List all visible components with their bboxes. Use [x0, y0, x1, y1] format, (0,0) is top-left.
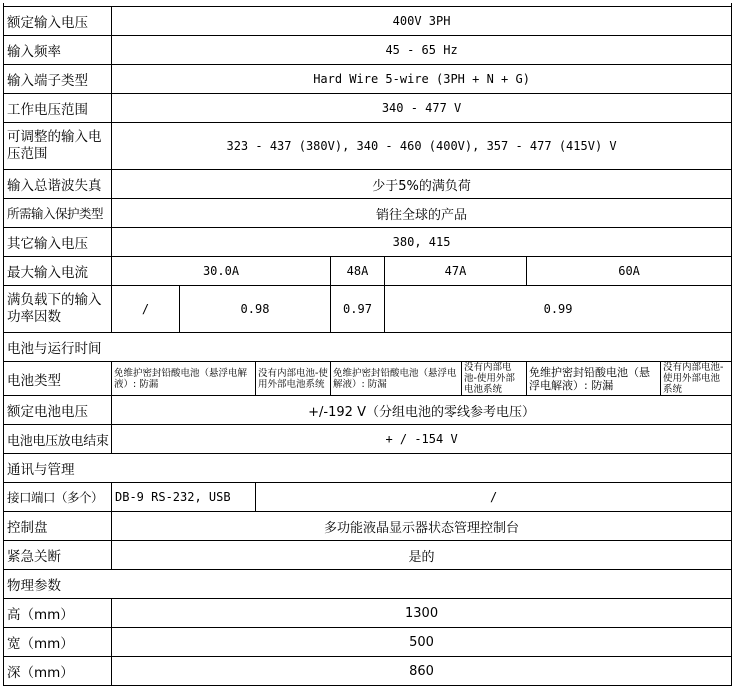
- row-other-input-voltage: [4, 228, 732, 257]
- adjustable-input-voltage-range-value: 323 - 437 (380V), 340 - 460 (400V), 357 - 477 (415V) V: [112, 123, 732, 170]
- battery-type-value-3: 免维护密封铅酸电池（悬浮电解液）: 防漏: [331, 362, 462, 396]
- required-input-protection-value: 销往全球的产品: [112, 199, 732, 228]
- physical-section-title: 物理参数: [4, 570, 732, 599]
- battery-type-value-4: 没有内部电池-使用外部电池系统: [462, 362, 527, 396]
- row-input-thd: [4, 170, 732, 199]
- row-control-panel: [4, 512, 732, 541]
- row-full-load-power-factor: [4, 286, 732, 333]
- battery-runtime-section-title: 电池与运行时间: [4, 333, 732, 362]
- input-terminal-type-value: Hard Wire 5-wire (3PH + N + G): [112, 65, 732, 94]
- full-load-power-factor-value-3: 0.97: [331, 286, 385, 333]
- width-label: 宽（mm）: [4, 628, 112, 657]
- row-depth: [4, 657, 732, 686]
- battery-discharge-end-voltage-value: + / -154 V: [112, 425, 732, 454]
- full-load-power-factor-value-4: 0.99: [385, 286, 732, 333]
- spec-table: [3, 3, 732, 686]
- rated-input-voltage-label: 额定输入电压: [4, 7, 112, 36]
- row-communication-section: [4, 454, 732, 483]
- other-input-voltage-label: 其它输入电压: [4, 228, 112, 257]
- adjustable-input-voltage-range-label: 可调整的输入电压范围: [4, 123, 112, 170]
- battery-type-value-1: 免维护密封铅酸电池（悬浮电解液）: 防漏: [112, 362, 256, 396]
- max-input-current-value-1: 30.0A: [112, 257, 331, 286]
- battery-discharge-end-voltage-label: 电池电压放电结束: [4, 425, 112, 454]
- row-required-input-protection: [4, 199, 732, 228]
- row-adjustable-input-voltage-range: [4, 123, 732, 170]
- row-operating-voltage-range: [4, 94, 732, 123]
- row-rated-input-voltage: [4, 7, 732, 36]
- full-load-power-factor-label: 满负载下的输入功率因数: [4, 286, 112, 333]
- rated-input-voltage-value: 400V 3PH: [112, 7, 732, 36]
- max-input-current-value-4: 60A: [527, 257, 732, 286]
- operating-voltage-range-value: 340 - 477 V: [112, 94, 732, 123]
- row-input-frequency: [4, 36, 732, 65]
- max-input-current-value-2: 48A: [331, 257, 385, 286]
- rated-battery-voltage-label: 额定电池电压: [4, 396, 112, 425]
- control-panel-value: 多功能液晶显示器状态管理控制台: [112, 512, 732, 541]
- row-physical-section: [4, 570, 732, 599]
- required-input-protection-label: 所需输入保护类型: [4, 199, 112, 228]
- interface-ports-label: 接口端口（多个）: [4, 483, 112, 512]
- width-value: 500: [112, 628, 732, 657]
- input-thd-value: 少于5%的满负荷: [112, 170, 732, 199]
- row-battery-runtime-section: [4, 333, 732, 362]
- control-panel-label: 控制盘: [4, 512, 112, 541]
- height-label: 高（mm）: [4, 599, 112, 628]
- row-battery-discharge-end-voltage: [4, 425, 732, 454]
- input-frequency-value: 45 - 65 Hz: [112, 36, 732, 65]
- row-height: [4, 599, 732, 628]
- operating-voltage-range-label: 工作电压范围: [4, 94, 112, 123]
- interface-ports-value-1: DB-9 RS-232, USB: [112, 483, 256, 512]
- input-thd-label: 输入总谐波失真: [4, 170, 112, 199]
- row-input-terminal-type: [4, 65, 732, 94]
- full-load-power-factor-value-2: 0.98: [180, 286, 331, 333]
- height-value: 1300: [112, 599, 732, 628]
- input-terminal-type-label: 输入端子类型: [4, 65, 112, 94]
- depth-label: 深（mm）: [4, 657, 112, 686]
- max-input-current-value-3: 47A: [385, 257, 527, 286]
- depth-value: 860: [112, 657, 732, 686]
- emergency-power-off-label: 紧急关断: [4, 541, 112, 570]
- interface-ports-value-2: /: [256, 483, 732, 512]
- row-interface-ports: [4, 483, 732, 512]
- full-load-power-factor-value-1: /: [112, 286, 180, 333]
- emergency-power-off-value: 是的: [112, 541, 732, 570]
- rated-battery-voltage-value: +/-192 V（分组电池的零线参考电压）: [112, 396, 732, 425]
- battery-type-label: 电池类型: [4, 362, 112, 396]
- row-emergency-power-off: [4, 541, 732, 570]
- input-frequency-label: 输入频率: [4, 36, 112, 65]
- row-rated-battery-voltage: [4, 396, 732, 425]
- other-input-voltage-value: 380, 415: [112, 228, 732, 257]
- battery-type-value-6: 没有内部电池-使用外部电池系统: [661, 362, 732, 396]
- communication-section-title: 通讯与管理: [4, 454, 732, 483]
- max-input-current-label: 最大输入电流: [4, 257, 112, 286]
- row-max-input-current: [4, 257, 732, 286]
- battery-type-value-5: 免维护密封铅酸电池（悬浮电解液）: 防漏: [527, 362, 661, 396]
- row-width: [4, 628, 732, 657]
- battery-type-value-2: 没有内部电池-使用外部电池系统: [256, 362, 331, 396]
- row-battery-type: [4, 362, 732, 396]
